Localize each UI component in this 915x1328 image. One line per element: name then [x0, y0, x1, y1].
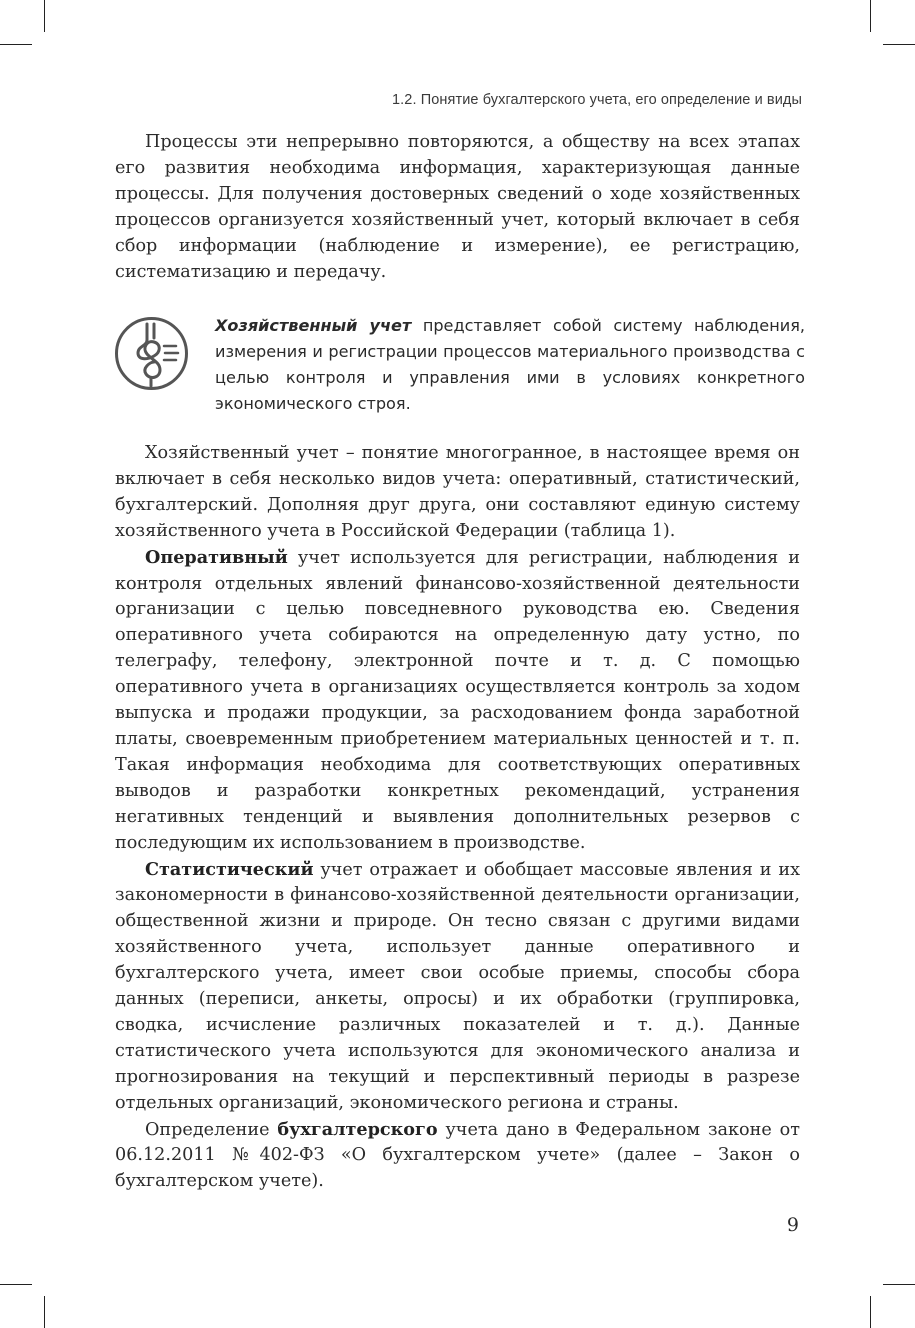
paragraph-statistical-text: учет отражает и обобщает массовые явления и их закономерности в финансово-хозяйственной деятельности организации, общественной жизни и природе. Он тесно связан с другими видами хозяйственного учета, использует данные оперативного и бухгалтерского учета, имеет свои особые приемы, способы сбора данных (переписи, анкеты, опросы) и их обработки (группировка, сводка, исчисление различных показателей и т. д.). Данные статистического учета используются для экономического анализа и прогнозирования на текущий и перспективный периоды в разрезе отдельных организаций, экономического региона и страны.	[115, 859, 800, 1113]
definition-box	[114, 313, 814, 423]
paragraph-overview: Хозяйственный учет – понятие многогранное, в настоящее время он включает в себя несколько видов учета: оперативный, статистический, бухгалтерский. Дополняя друг друга, они составляют единую систему хозяйственного учета в Российской Федерации (таблица 1).	[115, 443, 800, 541]
paragraph-accounting	[115, 1117, 800, 1196]
crop-mark	[870, 0, 871, 32]
page-number: 9	[786, 1214, 799, 1236]
paragraph-operational	[115, 545, 800, 857]
crop-mark	[0, 44, 32, 45]
body-text	[115, 441, 800, 1195]
crop-mark	[44, 0, 45, 32]
paragraph-statistical	[115, 857, 800, 1117]
term-operational: Оперативный	[145, 546, 288, 568]
crop-mark	[883, 44, 915, 45]
crop-mark	[0, 1284, 32, 1285]
knot-icon	[114, 316, 189, 391]
intro-paragraph-block	[115, 130, 800, 285]
crop-mark	[870, 1296, 871, 1328]
definition-body: представляет собой систему наблюдения, измерения и регистрации процессов материального производства с целью контроля и управления ими в условиях конкретного экономического строя.	[215, 316, 805, 413]
running-title: 1.2. Понятие бухгалтерского учета, его определение и виды	[392, 92, 802, 108]
crop-mark	[44, 1296, 45, 1328]
crop-mark	[883, 1284, 915, 1285]
definition-term: Хозяйственный учет	[215, 316, 412, 335]
definition-text	[215, 313, 805, 417]
term-accounting: бухгалтерского	[277, 1118, 438, 1140]
paragraph-accounting-lead: Определение	[145, 1119, 278, 1140]
paragraph-accounting-text: учета дано в Федеральном законе от 06.12.2011 №402-ФЗ «О бухгалтерском учете» (далее – Закон о бухгалтерском учете).	[115, 1119, 800, 1192]
intro-paragraph: Процессы эти непрерывно повторяются, а обществу на всех этапах его развития необходима информация, характеризующая данные процессы. Для получения достоверных сведений о ходе хозяйственных процессов организуется хозяйственный учет, который включает в себя сбор информации (наблюдение и измерение), ее регистрацию, систематизацию и передачу.	[115, 132, 800, 282]
term-statistical: Статистический	[145, 858, 314, 880]
paragraph-operational-text: учет используется для регистрации, наблюдения и контроля отдельных явлений финансово-хозяйственной деятельности организации с целью повседневного руководства ею. Сведения оперативного учета собираются на определенную дату устно, по телеграфу, телефону, электронной почте и т. д. С помощью оперативного учета в организациях осуществляется контроль за ходом выпуска и продажи продукции, за расходованием фонда заработной платы, своевременным приобретением материальных ценностей и т. п. Такая информация необходима для соответствующих оперативных выводов и разработки конкретных рекомендаций, устранения негативных тенденций и выявления дополнительных резервов с последующим их использованием в производстве.	[115, 547, 800, 853]
